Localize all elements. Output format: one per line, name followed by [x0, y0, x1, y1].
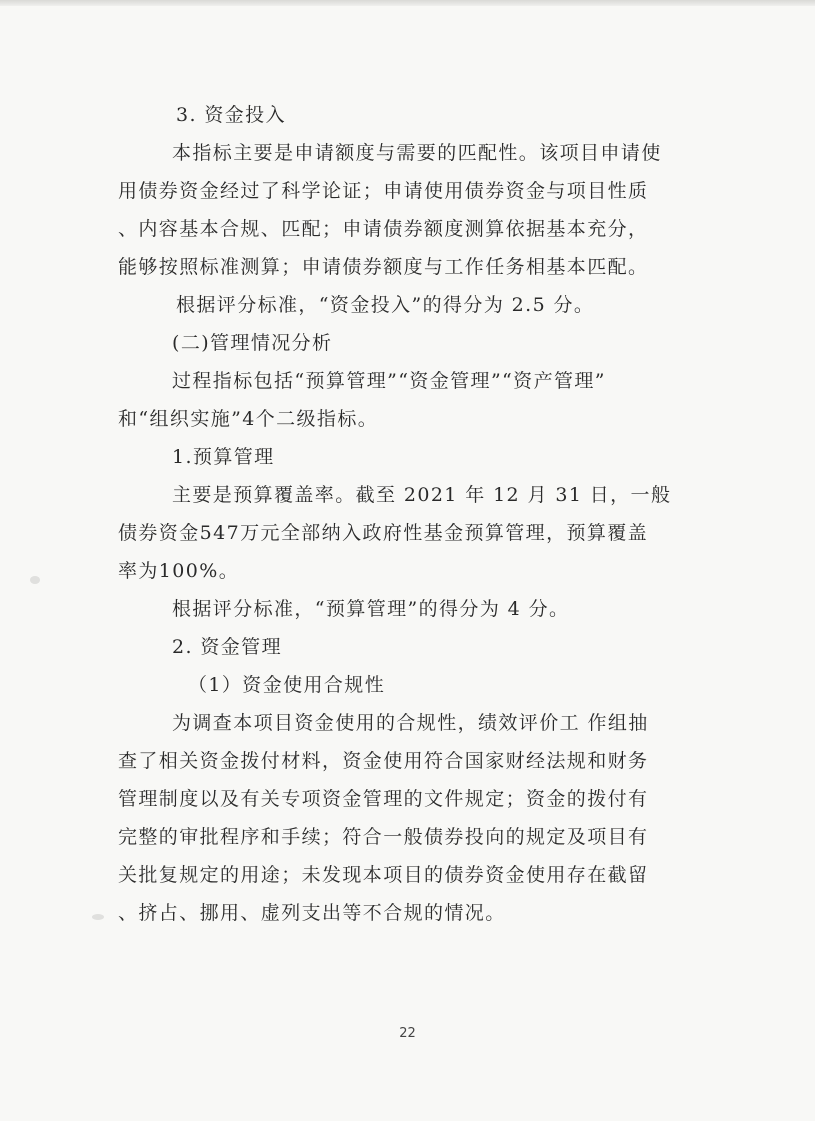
scan-smudge: [92, 914, 104, 920]
paragraph-line: 管理制度以及有关专项资金管理的文件规定；资金的拨付有: [118, 788, 649, 810]
paragraph-line: 用债券资金经过了科学论证；申请使用债券资金与项目性质: [118, 180, 649, 202]
paragraph-line: 本指标主要是申请额度与需要的匹配性。该项目申请使: [172, 142, 662, 164]
paragraph-line: 根据评分标准，“资金投入”的得分为 2.5 分。: [176, 294, 595, 316]
section-heading: (二)管理情况分析: [172, 332, 333, 354]
paragraph-line: 、内容基本合规、匹配；申请债券额度测算依据基本充分，: [118, 218, 649, 240]
document-body: [118, 96, 708, 932]
paragraph-line: 、挤占、挪用、虚列支出等不合规的情况。: [118, 902, 506, 924]
paragraph-line: 关批复规定的用途；未发现本项目的债券资金使用存在截留: [118, 864, 649, 886]
section-heading: 2. 资金管理: [172, 636, 282, 658]
paragraph-line: 主要是预算覆盖率。截至 2021 年 12 月 31 日，一般: [172, 484, 672, 506]
paragraph-line: 查了相关资金拨付材料，资金使用符合国家财经法规和财务: [118, 750, 649, 772]
paragraph-line: 率为100%。: [118, 560, 240, 582]
paragraph-line: 和“组织实施”4个二级指标。: [118, 408, 379, 430]
section-heading: 3. 资金投入: [176, 104, 286, 126]
scan-smudge: [30, 576, 40, 584]
subsection-heading: （1）资金使用合规性: [188, 674, 386, 696]
section-heading: 1.预算管理: [172, 446, 275, 468]
paragraph-line: 为调查本项目资金使用的合规性，绩效评价工 作组抽: [172, 712, 649, 734]
page-number: 22: [399, 1026, 416, 1041]
paragraph-line: 过程指标包括“预算管理”“资金管理”“资产管理”: [172, 370, 606, 392]
paragraph-line: 完整的审批程序和手续；符合一般债券投向的规定及项目有: [118, 826, 649, 848]
paragraph-line: 债券资金547万元全部纳入政府性基金预算管理，预算覆盖: [118, 522, 649, 544]
scan-top-edge: [0, 0, 815, 6]
paragraph-line: 根据评分标准，“预算管理”的得分为 4 分。: [172, 598, 570, 620]
paragraph-line: 能够按照标准测算；申请债券额度与工作任务相基本匹配。: [118, 256, 649, 278]
